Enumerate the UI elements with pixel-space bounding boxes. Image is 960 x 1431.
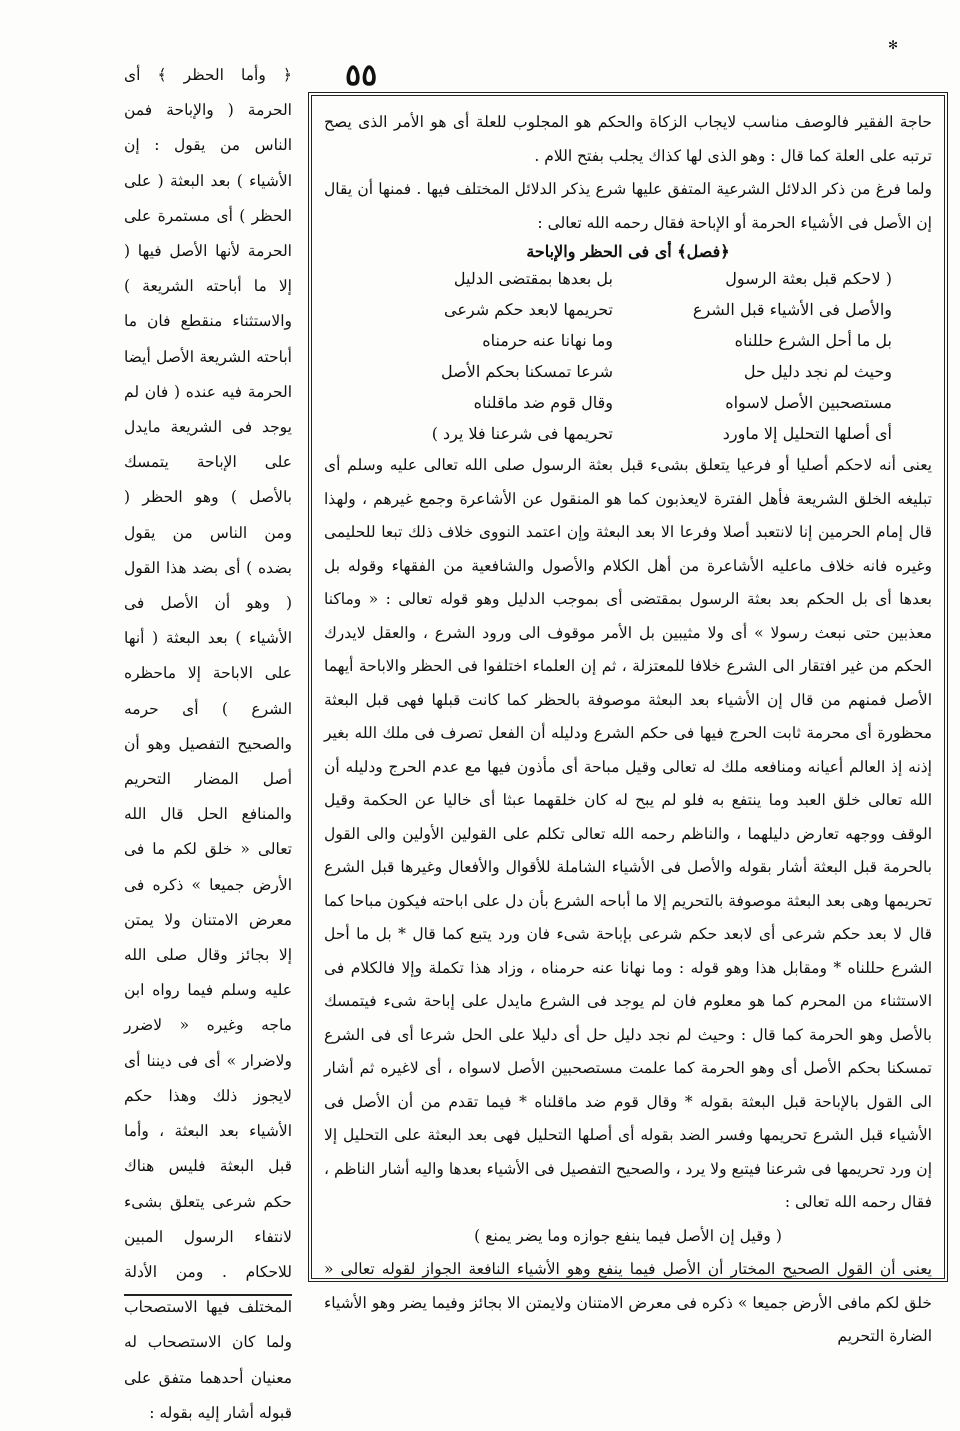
margin-divider [124, 1294, 292, 1296]
paragraph-1: حاجة الفقير فالوصف مناسب لايجاب الزكاة والحكم هو المجلوب للعلة أى هو الأمر الذى يصح ترتبه على العلة كما قال : وهو الذى لها كذاك يجلب بفتح اللام . [324, 113, 932, 165]
verse-half: بل بعدها بمقتضى الدليل [453, 269, 613, 288]
verse-half: تحريمها لابعد حكم شرعى [443, 300, 613, 319]
verse-half: مستصحبين الأصل لاسواه [725, 393, 892, 412]
verse-half: شرعا تمسكنا بحكم الأصل [441, 362, 613, 381]
main-commentary-box [308, 92, 948, 1345]
page-number: ٥٥ [345, 58, 378, 93]
section-title: ﴿فصل﴾ أى فى الحظر والإباحة [526, 242, 730, 261]
margin-commentary: ﴿ وأما الحظر ﴾ أى الحرمة ( والإباحة فمن الناس من يقول : إن الأشياء ) بعد البعثة ( على الحظر ) أى مستمرة على الحرمة لأنها الأصل فيها ( إلا ما أباحته الشريعة ) والاستثناء منقطع فان ما أباحته الشريعة الأصل أيضا الحرمة فيه عنده ( فان لم يوجد فى الشريعة مايدل على الإباحة يتمسك بالأصل ) وهو الحظر ( ومن الناس من يقول بضده ) أى بضد هذا القول ( وهو أن الأصل فى الأشياء ) بعد البعثة ( أنها على الاباحة إلا ماحظره الشرع ) أى حرمه والصحيح التفصيل وهو أن أصل المضار التحريم والمنافع الحل قال الله تعالى « خلق لكم ما فى الأرض جميعا » ذكره فى معرض الامتنان ولا يمتن إلا بجائز وقال صلى الله عليه وسلم فيما رواه ابن ماجه وغيره « لاضرر ولاضرار » أى فى ديننا أى لايجوز ذلك وهذا حكم الأشياء بعد البعثة ، وأما قبل البعثة فليس هناك حكم شرعى يتعلق بشىء لانتفاء الرسول المبين للاحكام . ومن الأدلة المختلف فيها الاستصحاب ولما كان الاستصحاب له معنيان أحدهما متفق على قبوله أشار إليه بقوله : [124, 66, 292, 1422]
verse-half: وما نهانا عنه حرمناه [482, 331, 613, 350]
asterisk-mark: ✻ [888, 38, 899, 52]
verse-half: وحيث لم نجد دليل حل [743, 362, 892, 381]
poem-verses [324, 263, 932, 449]
verse-half: أى أصلها التحليل إلا ماورد [722, 424, 892, 443]
paragraph-2: ولما فرغ من ذكر الدلائل الشرعية المتفق عليها شرع يذكر الدلائل المختلف فيها . فمنها أن يقال إن الأصل فى الأشياء الحرمة أو الإباحة فقال رحمه الله تعالى : [324, 180, 932, 232]
paragraph-3: يعنى أنه لاحكم أصليا أو فرعيا يتعلق بشىء قبل بعثة الرسول صلى الله تعالى عليه وسلم أى تبليغه الخلق الشريعة فأهل الفترة لايعذبون كما هو المنقول عن الأشاعرة وجمع غيرهم ، ولهذا قال إمام الحرمين إنا لانتعبد أصلا وفرعا الا بعد البعثة وإن اعتمد النووى خلاف ذلك تبعا للحليمى وغيره فانه خلاف ماعليه الأشاعرة من أهل الكلام والأصول والشافعية من الفقهاء وقوله بل بعدها أى بل الحكم بعد بعثة الرسول بمقتضى أى بموجب الدليل وهو قوله تعالى : « وماكنا معذبين حتى نبعث رسولا » أى ولا مثيبين بل الأمر موقوف الى ورود الشرع ، والعقل لايدرك الحكم من غير افتقار الى الشرع خلافا للمعتزلة ، ثم إن العلماء اختلفوا فى الحظر والاباحة أيهما الأصل فمنهم من قال إن الأشياء بعد البعثة موصوفة بالحظر كما كانت قبلها فهى قبل البعثة محظورة أى محرمة ثابت الحرج فيها فى حكم الشرع ودليله أن الفعل تصرف فى ملك الله بغير إذنه إذ العالم أعيانه ومنافعه ملك له تعالى وقيل مباحة أى مأذون فيها مع عدم الحرج ودليله أن الله تعالى خلق العبد وما ينتفع به فلو لم يبح له كان خلقهما عبثا أى خاليا عن الحكمة وقيل الوقف ووجهه تعارض دليلهما ، والناظم رحمه الله تعالى تكلم على القولين الأولين والى القول بالحرمة قبل البعثة أشار بقوله والأصل فى الأشياء الشاملة للأقوال والأفعال وغيرها قبل الشرع تحريمها وهى بعد البعثة موصوفة بالتحريم إلا ما أباحه الشرع بأن دل على اباحته فيكون مباحا كما قال لا بعد حكم شرعى أى لابعد حكم شرعى بإباحة شىء فان ورد يتبع كما قال * بل ما أحل الشرع حللناه * ومقابل هذا وهو قوله : وما نهانا عنه حرمناه ، وزاد هذا تكملة وإلا فالكلام فى الاستثناء من المحرم كما هو معلوم فان لم يوجد فى الشرع مايدل على إباحة شىء فيتمسك بالأصل وهو الحرمة كما قال : وحيث لم نجد دليل حل أى دليلا على الحل شرعا أى فى الشرع تمسكنا بحكم الأصل أى وهو الحرمة كما علمت مستصحبين الأصل لاسواه ، أى لاغيره ثم أشار الى القول بالإباحة قبل البعثة بقوله * وقال قوم ضد ماقلناه * فيما تقدم من أن الأصل فى الأشياء قبل الشرع تحريمها وفسر الضد بقوله أى أصلها التحليل فهى بعد البعثة على التحليل إلا إن ورد تحريمها فى شرعنا فيتبع ولا يرد ، والصحيح التفصيل فى الأشياء بعدها واليه أشار الناظم ، فقال رحمه الله تعالى : [324, 456, 932, 1211]
verse-half: وقال قوم ضد ماقلناه [473, 393, 613, 412]
verse-half: بل ما أحل الشرع حللناه [734, 331, 892, 350]
verse-half: ( لاحكم قبل بعثة الرسول [725, 269, 892, 288]
paragraph-4: يعنى أن القول الصحيح المختار أن الأصل فيما ينفع وهو الأشياء النافعة الجواز لقوله تعالى « خلق لكم مافى الأرض جميعا » ذكره فى معرض الامتنان ولايمتن الا بجائز وفيما يضر وهو الأشياء الضارة التحريم [324, 1260, 932, 1345]
verse-half: والأصل فى الأشياء قبل الشرع [692, 300, 892, 319]
verse-half: تحريمها فى شرعنا فلا يرد ) [431, 424, 613, 443]
verse-2: ( وقيل إن الأصل فيما ينفع جوازه وما يضر يمنع ) [474, 1226, 782, 1245]
